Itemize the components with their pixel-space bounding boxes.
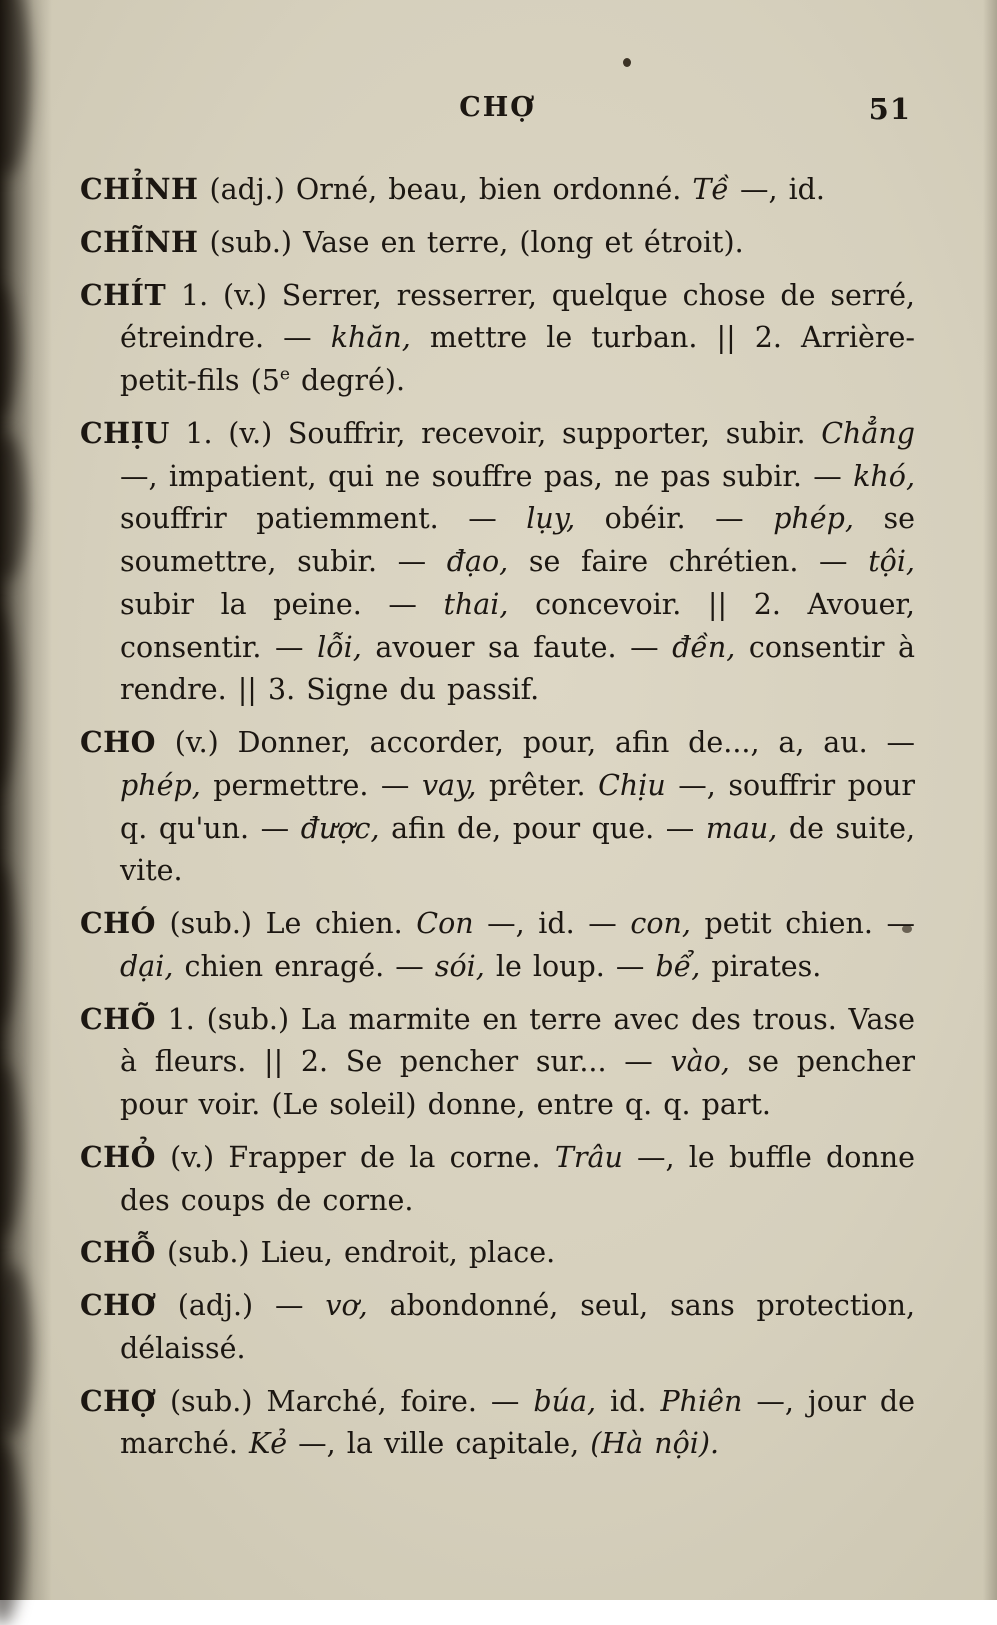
entry-text: —, la ville capitale, <box>287 1427 591 1461</box>
entry-text: thai, <box>443 587 509 621</box>
entry-text: —, id. <box>728 173 825 206</box>
entry-text: pirates. <box>700 949 822 983</box>
entry-text: mau, <box>705 811 778 845</box>
dictionary-entry-cho <box>80 721 915 893</box>
entry-text: con, <box>630 907 691 940</box>
headword: CHỎ <box>80 1139 156 1174</box>
entry-text: subir la peine. — <box>120 587 444 621</box>
entry-text: (sub.) Lieu, endroit, place. <box>155 1236 556 1270</box>
entry-text: prêter. <box>476 768 599 802</box>
entry-text: (adj.) Orné, beau, bien ordonné. <box>198 173 693 206</box>
entry-text: phép, <box>120 768 201 802</box>
entry-text: bể, <box>655 949 701 983</box>
entry-text: permettre. — <box>200 768 422 802</box>
headword: CHỖ <box>80 1235 156 1270</box>
entry-text: —, le buffle donne des coups de corne. <box>120 1140 915 1217</box>
entry-text: 1. (sub.) La marmite en terre avec des trous. Vase à fleurs. || 2. Se pencher sur... — <box>120 1002 915 1079</box>
headword: CHƠ <box>80 1288 156 1322</box>
entry-text: (Hà nội). <box>590 1427 720 1461</box>
dictionary-entry-chinh-sub <box>80 221 915 265</box>
entry-text: souffrir patiemment. — <box>120 502 527 536</box>
entry-text: e <box>279 364 290 385</box>
entry-text: khăn, <box>330 321 411 355</box>
entry-text: (sub.) Le chien. <box>155 907 417 940</box>
dictionary-entry-cho-chien <box>80 902 915 989</box>
entry-text: se soumettre, subir. — <box>120 502 915 578</box>
entry-text: 1. (v.) Souffrir, recevoir, supporter, subir. <box>169 416 822 450</box>
entry-text: được, <box>300 811 380 845</box>
entry-text: avouer sa faute. — <box>361 630 673 664</box>
entry-text: (sub.) Vase en terre, (long et étroit). <box>198 225 744 259</box>
headword: CHÍT <box>80 277 167 312</box>
entry-text: le loup. — <box>484 949 656 983</box>
page-speck <box>623 58 631 67</box>
dictionary-entry-cho-lieu <box>80 1231 915 1275</box>
entry-text: —, jour de marché. <box>120 1384 915 1461</box>
entry-text: đền, <box>672 630 736 664</box>
headword: CHỢ <box>80 1383 156 1418</box>
entry-text: dại, <box>120 949 174 983</box>
entry-text: vào, <box>670 1045 730 1079</box>
headword: CHĨNH <box>80 224 199 259</box>
page-header <box>80 92 915 144</box>
entry-text: Trâu <box>554 1140 623 1174</box>
entry-text: Chịu <box>598 768 666 802</box>
entry-text: obéir. — <box>575 502 774 536</box>
entry-text: (v.) Frapper de la corne. <box>155 1140 555 1174</box>
headword: CHỈNH <box>80 172 199 206</box>
headword: CHO <box>80 725 156 759</box>
entry-text: vay, <box>421 768 477 802</box>
entry-text: —, souffrir pour q. qu'un. — <box>120 768 916 845</box>
entry-text: id. <box>596 1384 661 1418</box>
entry-text: —, id. — <box>473 907 631 940</box>
page-content <box>80 92 915 1475</box>
dictionary-entry-cho-marmite <box>80 998 915 1127</box>
entry-text: (v.) Donner, accorder, pour, afin de..., a, au. — <box>155 726 915 759</box>
entry-text: lỗi, <box>317 630 362 664</box>
dictionary-entry-cho-vo <box>80 1284 915 1371</box>
entry-text: tội, <box>868 545 915 578</box>
page-number: 51 <box>868 92 911 126</box>
entry-text: petit chien. — <box>690 907 915 940</box>
entry-text: (sub.) Marché, foire. — <box>155 1384 534 1418</box>
entry-text: búa, <box>533 1384 597 1418</box>
entry-text: concevoir. || 2. Avouer, consentir. — <box>120 587 915 664</box>
entry-text: Chẳng <box>821 416 915 450</box>
entry-text: de suite, vite. <box>120 811 916 888</box>
entry-text: Phiên <box>660 1384 743 1418</box>
entry-text: degré). <box>289 364 406 397</box>
entry-text: Tề <box>692 173 729 206</box>
dictionary-entry-chinh-adj <box>80 168 915 212</box>
entry-text: Con <box>416 907 474 940</box>
entry-text: 1. (v.) Serrer, resserrer, quelque chose de serré, étreindre. — <box>120 278 915 355</box>
dictionary-entry-chit <box>80 274 915 403</box>
entry-text: (adj.) — <box>155 1289 326 1322</box>
entry-text: vơ, <box>325 1289 368 1322</box>
entry-text: lụy, <box>526 502 576 536</box>
entry-text: chien enragé. — <box>173 949 435 983</box>
entry-text: Kẻ <box>248 1427 288 1461</box>
dictionary-entry-cho-marche <box>80 1380 915 1467</box>
entry-text: se pencher pour voir. (Le soleil) donne, entre q. q. part. <box>120 1045 915 1121</box>
entry-text: consentir à rendre. || 3. Signe du passif. <box>120 630 916 707</box>
headword: CHÕ <box>80 1001 156 1036</box>
entries-list <box>80 168 915 1466</box>
entry-text: khó, <box>853 459 915 493</box>
entry-text: sói, <box>434 949 485 983</box>
dictionary-entry-cho-corne <box>80 1136 915 1223</box>
entry-text: đạo, <box>446 545 509 578</box>
entry-text: afin de, pour que. — <box>379 811 706 845</box>
headword: CHỊU <box>80 415 170 450</box>
entry-text: se faire chrétien. — <box>508 545 869 578</box>
entry-text: phép, <box>773 502 854 536</box>
page-edge-shadow <box>983 0 997 1600</box>
entry-text: mettre le turban. || 2. Arrière-petit-fils (5 <box>120 321 915 397</box>
running-head: CHỢ <box>459 92 536 123</box>
entry-text: —, impatient, qui ne souffre pas, ne pas subir. — <box>120 459 854 493</box>
dictionary-entry-chiu <box>80 412 915 712</box>
entry-text: abondonné, seul, sans protection, délaissé. <box>120 1289 915 1365</box>
headword: CHÓ <box>80 906 156 940</box>
